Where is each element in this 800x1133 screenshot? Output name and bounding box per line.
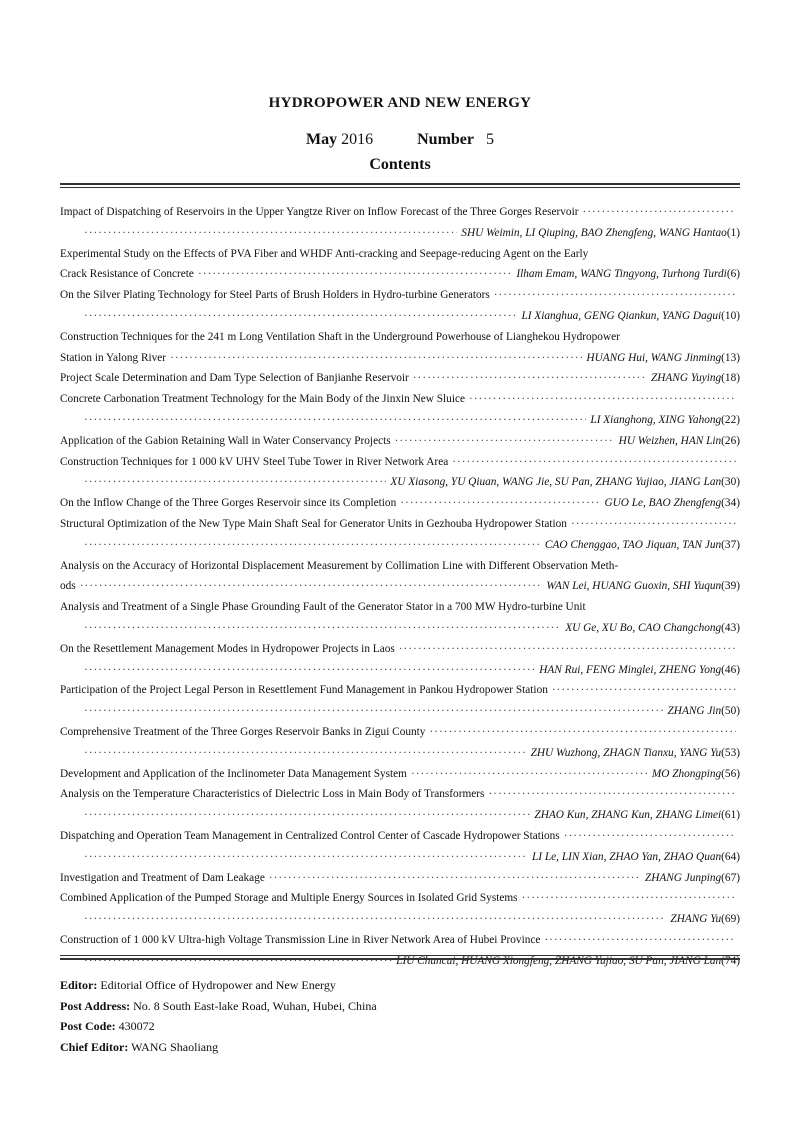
entry-title[interactable]: On the Resettlement Management Modes in Hydropower Projects in Laos: [60, 642, 395, 655]
editor-value: Editorial Office of Hydropower and New Energy: [100, 978, 336, 992]
issue-year: 2016: [341, 131, 374, 148]
entry-title[interactable]: Construction of 1 000 kV Ultra-high Voltage Transmission Line in River Network Area of Hubei Province: [60, 933, 541, 946]
entry-title-cont[interactable]: Station in Yalong River: [60, 351, 167, 364]
entry-authors: LI Le, LIN Xian, ZHAO Yan, ZHAO Quan: [532, 850, 722, 863]
entry-page: (69): [721, 913, 740, 926]
entry-page: (22): [721, 413, 740, 426]
entry-title[interactable]: Development and Application of the Inclinometer Data Management System: [60, 767, 407, 780]
post-code-value: 430072: [118, 1019, 155, 1033]
entry-authors: ZHANG Jin: [667, 705, 722, 718]
entry-authors: ZHAO Kun, ZHANG Kun, ZHANG Limei: [534, 809, 722, 822]
entry-authors: Ilham Emam, WANG Tingyong, Turhong Turdi: [516, 268, 727, 281]
entry-page: (18): [721, 372, 740, 385]
entry-title[interactable]: Experimental Study on the Effects of PVA Fiber and WHDF Anti-cracking and Seepage-reducing Agent on the Early: [60, 247, 589, 260]
entry-authors: HAN Rui, FENG Minglei, ZHENG Yong: [539, 663, 722, 676]
entry-title[interactable]: Application of the Gabion Retaining Wall in Water Conservancy Projects: [60, 434, 391, 447]
chief-editor-value: WANG Shaoliang: [131, 1039, 219, 1054]
entry-authors: ZHANG Yu: [670, 913, 722, 926]
entry-authors: HUANG Hui, WANG Jinming: [586, 351, 722, 364]
entry-authors: LI Xianghua, GENG Qiankun, YANG Dagui: [521, 309, 722, 322]
entry-title-cont[interactable]: Crack Resistance of Concrete: [60, 268, 194, 281]
entry-page: (74): [721, 954, 740, 967]
entry-title[interactable]: Structural Optimization of the New Type Main Shaft Seal for Generator Units in Gezhouba Hydropower Station: [60, 517, 567, 530]
entry-authors: CAO Chenggao, TAO Jiquan, TAN Jun: [544, 538, 722, 551]
address-label: Post Address:: [60, 998, 131, 1013]
entry-authors: XU Xiasong, YU Qiuan, WANG Jie, SU Pan, ZHANG Yujiao, JIANG Lan: [390, 476, 722, 489]
entry-page: (30): [721, 476, 740, 489]
entry-authors: LIU Chuncui, HUANG Xiongfeng, ZHANG Yujiao, SU Pan, JIANG Lan: [396, 954, 722, 967]
entry-page: (10): [721, 309, 740, 322]
address-value: No. 8 South East-lake Road, Wuhan, Hubei, China: [133, 998, 377, 1013]
entry-page: (50): [721, 705, 740, 718]
entry-authors: MO Zhongping: [651, 767, 722, 780]
entry-title[interactable]: Impact of Dispatching of Reservoirs in the Upper Yangtze River on Inflow Forecast of the Three Gorges Reservoir: [60, 206, 579, 218]
entry-title[interactable]: Project Scale Determination and Dam Type Selection of Banjianhe Reservoir: [60, 372, 409, 385]
entry-page: (6): [726, 268, 740, 281]
entry-page: (34): [721, 497, 740, 510]
entry-authors: GUO Le, BAO Zhengfeng: [604, 497, 722, 510]
issue-number: 5: [486, 131, 494, 148]
entry-authors: LI Xianghong, XING Yahong: [590, 413, 722, 426]
entry-title[interactable]: Construction Techniques for 1 000 kV UHV Steel Tube Tower in River Network Area: [60, 455, 449, 468]
entry-authors: ZHANG Junping: [644, 871, 722, 884]
entry-title[interactable]: Investigation and Treatment of Dam Leakage: [60, 871, 265, 884]
entry-page: (39): [721, 580, 740, 593]
table-of-contents: [60, 202, 740, 971]
top-rule: [60, 183, 740, 188]
entry-authors: XU Ge, XU Bo, CAO Changchong: [565, 621, 722, 634]
entry-title[interactable]: Comprehensive Treatment of the Three Gorges Reservoir Banks in Zigui County: [60, 725, 426, 738]
entry-authors: WAN Lei, HUANG Guoxin, SHI Yuqun: [546, 580, 722, 593]
entry-title[interactable]: Concrete Carbonation Treatment Technology for the Main Body of the Jinxin New Sluice: [60, 393, 465, 406]
entry-authors: SHU Weimin, LI Qiuping, BAO Zhengfeng, WANG Hantao: [461, 226, 727, 239]
entry-title[interactable]: Analysis and Treatment of a Single Phase Grounding Fault of the Generator Stator in a 700 MW Hydro-turbine Unit: [60, 601, 586, 614]
entry-page: (46): [721, 663, 740, 676]
entry-page: (67): [721, 871, 740, 884]
entry-page: (43): [721, 621, 740, 634]
entry-title[interactable]: Dispatching and Operation Team Management in Centralized Control Center of Cascade Hydropower Stations: [60, 829, 560, 842]
entry-title-cont[interactable]: ods: [60, 580, 76, 593]
entry-page: (56): [721, 767, 740, 780]
issue-number-label: Number: [417, 131, 474, 148]
journal-title: HYDROPOWER AND NEW ENERGY: [268, 95, 532, 111]
issue-line: [0, 131, 800, 149]
chief-editor-label: Chief Editor:: [60, 1039, 129, 1054]
post-code-label: Post Code:: [60, 1019, 116, 1033]
entry-page: (37): [721, 538, 740, 551]
entry-title[interactable]: On the Inflow Change of the Three Gorges Reservoir since its Completion: [60, 497, 397, 510]
entry-title[interactable]: Participation of the Project Legal Person in Resettlement Fund Management in Pankou Hydropower Station: [60, 684, 548, 697]
entry-page: (1): [726, 226, 740, 239]
entry-page: (26): [721, 434, 740, 447]
issue-month: May: [306, 131, 338, 148]
entry-page: (53): [721, 746, 740, 759]
entry-title[interactable]: Analysis on the Accuracy of Horizontal Displacement Measurement by Collimation Line with Different Observation Meth-: [60, 559, 619, 572]
entry-title[interactable]: Combined Application of the Pumped Storage and Multiple Energy Sources in Isolated Grid Systems: [60, 892, 518, 905]
entry-title[interactable]: Construction Techniques for the 241 m Long Ventilation Shaft in the Underground Powerhouse of Lianghekou Hydropower: [60, 330, 620, 343]
bottom-rule: [60, 955, 740, 960]
entry-page: (13): [721, 351, 740, 364]
entry-page: (64): [721, 850, 740, 863]
entry-authors: ZHANG Yuying: [650, 372, 722, 385]
entry-title[interactable]: On the Silver Plating Technology for Steel Parts of Brush Holders in Hydro-turbine Generators: [60, 289, 490, 302]
contents-heading: Contents: [369, 156, 431, 173]
entry-authors: HU Weizhen, HAN Lin: [618, 434, 722, 447]
masthead-info: [60, 975, 740, 1057]
entry-title[interactable]: Analysis on the Temperature Characteristics of Dielectric Loss in Main Body of Transformers: [60, 788, 485, 801]
entry-page: (61): [721, 809, 740, 822]
editor-label: Editor:: [60, 978, 98, 992]
entry-authors: ZHU Wuzhong, ZHAGN Tianxu, YANG Yu: [530, 746, 722, 759]
